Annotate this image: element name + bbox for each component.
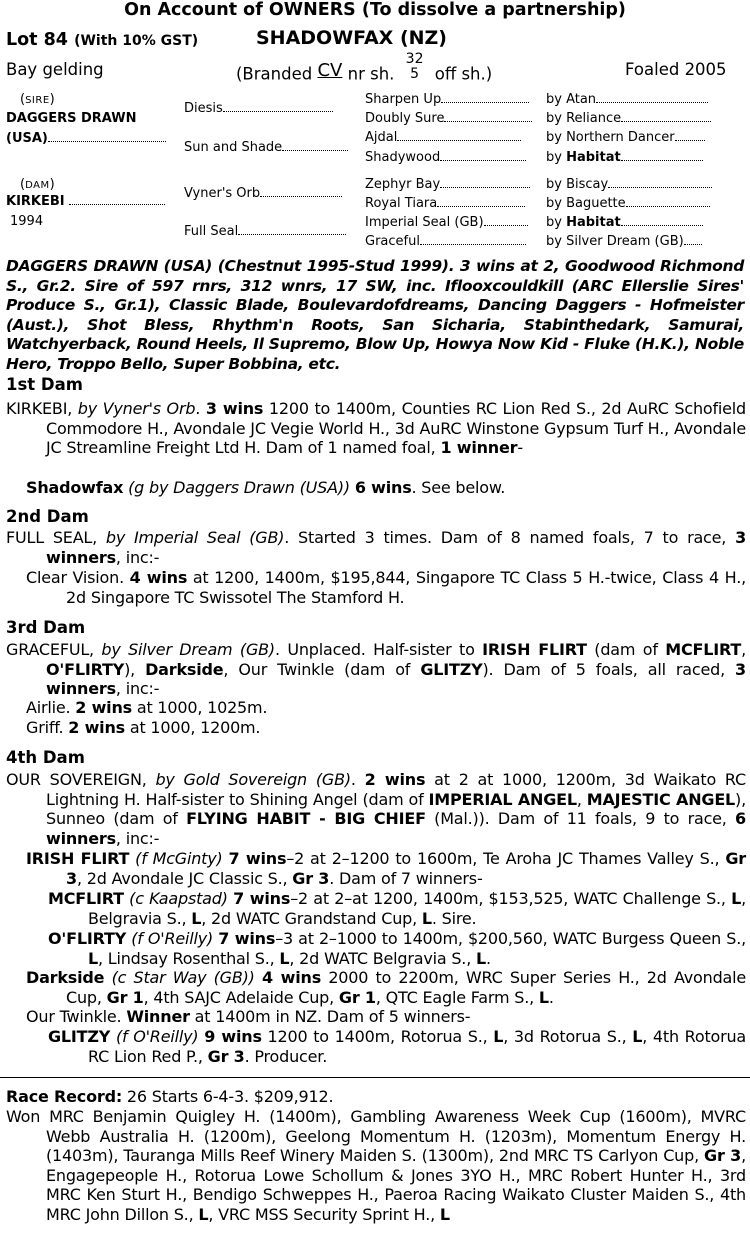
horse-name: SHADOWFAX (NZ): [256, 27, 447, 49]
first-dam-text: KIRKEBI, by Vyner's Orb. 3 wins 1200 to 1400m, Counties RC Lion Red S., 2d AuRC Schofield Commodore H., Avondale JC Vegie World H., 3d AuRC Winstone Gypsum Turf H., Avondale JC Streamline Freight Ltd H. Dam of 1 named foal, 1 winner-: [6, 399, 746, 458]
fourth-dam-text: OUR SOVEREIGN, by Gold Sovereign (GB). 2 wins at 2 at 1000, 1200m, 3d Waikato RC Lightning H. Half-sister to Shining Angel (dam of IMPERIAL ANGEL, MAJESTIC ANGEL), Sunneo (dam of FLYING HABIT - BIG CHIEF (Mal.)). Dam of 11 foals, 9 to race, 6 winners, inc:-: [6, 770, 746, 848]
pedigree-ggs-3: by Habitat: [546, 150, 703, 166]
pedigree-gg-3: Shadywood: [365, 150, 526, 166]
pedigree-g2: Sun and Shade: [184, 140, 348, 156]
second-dam-produce: Clear Vision. 4 wins at 1200, 1400m, $195,844, Singapore TC Class 5 H.-twice, Class 4 H., 2d Singapore TC Swissotel The Stamford H.: [26, 568, 746, 607]
pedigree-g4: Full Seal: [184, 224, 346, 240]
dam-tag: (DAM): [20, 177, 55, 192]
dam-name: KIRKEBI: [6, 194, 165, 210]
fourth-dam-produce-2: Darkside (c Star Way (GB)) 4 wins 2000 to 2200m, WRC Super Series H., 2d Avondale Cup, Gr 1, 4th SAJC Adelaide Cup, Gr 1, QTC Eagle Farm S., L.: [26, 968, 747, 1007]
pedigree-ggs-5: by Baguette: [546, 196, 710, 212]
fourth-dam-produce-1b: O'FLIRTY (f O'Reilly) 7 wins–3 at 2–1000 to 1400m, $200,560, WATC Burgess Queen S., L, Lindsay Rosenthal S., L, 2d WATC Belgravia S., L.: [48, 929, 747, 968]
pedigree-gg-6: Imperial Seal (GB): [365, 215, 528, 231]
sire-summary: DAGGERS DRAWN (USA) (Chestnut 1995-Stud 1999). 3 wins at 2, Goodwood Richmond S., Gr.2. Sire of 597 rnrs, 312 wnrs, 17 SW, inc. Iflooxcouldkill (ARC Ellerslie Sires' Produce S., Gr.1), Classic Blade, Boulevardofdreams, Dancing Daggers - Hofmeister (Aust.), Shot Bless, Rhythm'n Roots, San Sicharia, Stabinthedark, Samurai, Watchyerback, Round Heels, Il Supremo, Blow Up, Howya Now Kid - Fluke (H.K.), Noble Hero, Troppo Bello, Super Bobbina, etc.: [6, 257, 744, 373]
race-record-details: Won MRC Benjamin Quigley H. (1400m), Gambling Awareness Week Cup (1600m), MVRC Webb Australia H. (1200m), Geelong Momentum H. (1203m), Momentum Energy H. (1403m), Tauranga Mills Reef Winery Maiden S. (1300m), 2nd MRC TS Carlyon Cup, Gr 3, Engagepeople H., Rotorua Lowe Schollum & Jones 3YO H., MRC Robert Hunter H., 3rd MRC Ken Sturt H., Bendigo Schweppes H., Paeroa Racing Waikato Cluster Maiden S., 4th MRC John Dillon S., L, VRC MSS Security Sprint H., L: [6, 1107, 746, 1224]
pedigree-ggs-6: by Habitat: [546, 215, 703, 231]
pedigree-ggs-0: by Atan: [546, 92, 708, 108]
sire-country: (USA): [6, 131, 166, 147]
fourth-dam-produce-1a: MCFLIRT (c Kaapstad) 7 wins–2 at 2–at 1200, 1400m, $153,525, WATC Challenge S., L, Belgravia S., L, 2d WATC Grandstand Cup, L. Sire.: [48, 889, 747, 928]
pedigree-gg-0: Sharpen Up: [365, 92, 529, 108]
color-sex: Bay gelding: [6, 60, 104, 79]
third-dam-produce-2: Griff. 2 wins at 1000, 1200m.: [26, 718, 261, 737]
lot-number: Lot 84 (With 10% GST): [6, 30, 199, 50]
pedigree-ggs-4: by Biscay: [546, 177, 712, 193]
fourth-dam-heading: 4th Dam: [6, 748, 85, 767]
second-dam-heading: 2nd Dam: [6, 507, 89, 526]
first-dam-produce: Shadowfax (g by Daggers Drawn (USA)) 6 wins. See below.: [26, 478, 506, 497]
brand-fraction: 32 5: [405, 51, 424, 82]
third-dam-text: GRACEFUL, by Silver Dream (GB). Unplaced. Half-sister to IRISH FLIRT (dam of MCFLIRT, O'FLIRTY), Darkside, Our Twinkle (dam of GLITZY). Dam of 5 foals, all raced, 3 winners, inc:-: [6, 640, 747, 699]
fourth-dam-produce-3a: GLITZY (f O'Reilly) 9 wins 1200 to 1400m, Rotorua S., L, 3d Rotorua S., L, 4th Rotorua RC Lion Red P., Gr 3. Producer.: [48, 1027, 747, 1066]
pedigree-ggs-1: by Reliance: [546, 111, 711, 127]
dam-year: 1994: [10, 214, 44, 229]
race-record-summary: Race Record: 26 Starts 6-4-3. $209,912.: [6, 1087, 334, 1106]
pedigree-ggs-7: by Silver Dream (GB): [546, 234, 702, 250]
sire-name: DAGGERS DRAWN: [6, 111, 137, 126]
pedigree-g1: Diesis: [184, 101, 333, 117]
brand-mark: CV: [317, 59, 343, 81]
fourth-dam-produce-1: IRISH FLIRT (f McGinty) 7 wins–2 at 2–1200 to 1600m, Te Aroha JC Thames Valley S., Gr 3, 2d Avondale JC Classic S., Gr 3. Dam of 7 winners-: [26, 849, 746, 888]
sire-tag: (SIRE): [20, 92, 55, 107]
third-dam-produce-1: Airlie. 2 wins at 1000, 1025m.: [26, 698, 268, 717]
pedigree-gg-7: Graceful: [365, 234, 526, 250]
pedigree-gg-2: Ajdal: [365, 130, 521, 146]
brand-info: (Branded CV nr sh. 32 5 off sh.): [236, 51, 493, 84]
section-divider: [0, 1077, 750, 1078]
second-dam-text: FULL SEAL, by Imperial Seal (GB). Started 3 times. Dam of 8 named foals, 7 to race, 3 winners, inc:-: [6, 528, 746, 567]
first-dam-heading: 1st Dam: [6, 375, 83, 394]
pedigree-gg-4: Zephyr Bay: [365, 177, 530, 193]
fourth-dam-produce-3: Our Twinkle. Winner at 1400m in NZ. Dam of 5 winners-: [26, 1007, 471, 1026]
pedigree-gg-5: Royal Tiara: [365, 196, 525, 212]
consignor-line: On Account of OWNERS (To dissolve a partnership): [124, 0, 626, 20]
pedigree-g3: Vyner's Orb: [184, 186, 342, 202]
pedigree-ggs-2: by Northern Dancer: [546, 130, 705, 146]
pedigree-gg-1: Doubly Sure: [365, 111, 532, 127]
third-dam-heading: 3rd Dam: [6, 618, 86, 637]
foaled-year: Foaled 2005: [625, 60, 727, 79]
